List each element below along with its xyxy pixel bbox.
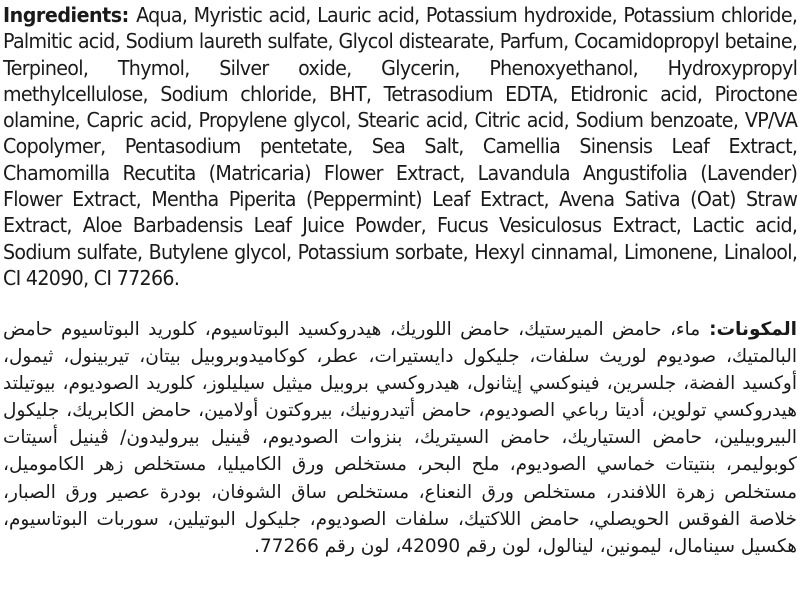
english-ingredients-heading: Ingredients: bbox=[3, 3, 137, 27]
english-ingredients bbox=[3, 2, 797, 291]
english-ingredients-text: Aqua, Myristic acid, Lauric acid, Potassium hydroxide, Potassium chloride, Palmitic acid, Sodium laureth sulfate, Glycol distearate, Parfum, Cocamidopropyl betaine, Terpineol, Thymol, Silver oxide, Glycerin, Phenoxyethanol, Hydroxypropyl methylcellulose, Sodium chloride, BHT, Tetrasodium EDTA, Etidronic acid, Piroctone olamine, Capric acid, Propylene glycol, Stearic acid, Citric acid, Sodium benzoate, VP/VA Copolymer, Pentasodium pentetate, Sea Salt, Camellia Sinensis Leaf Extract, Chamomilla Recutita (Matricaria) Flower Extract, Lavandula Angustifolia (Lavender) Flower Extract, Mentha Piperita (Peppermint) Leaf Extract, Avena Sativa (Oat) Straw Extract, Aloe Barbadensis Leaf Juice Powder, Fucus Vesiculosus Extract, Lactic acid, Sodium sulfate, Butylene glycol, Potassium sorbate, Hexyl cinnamal, Limonene, Linalool, CI 42090, CI 77266. bbox=[3, 3, 798, 290]
arabic-ingredients bbox=[3, 316, 797, 560]
arabic-ingredients-heading: المكونات: bbox=[700, 319, 797, 340]
arabic-ingredients-text: ماء، حامض الميرستيك، حامض اللوريك، هيدروكسيد البوتاسيوم، كلوريد البوتاسيوم حامض البالمتيك، صوديوم لوريث سلفات، جليكول دايستيرات، عطر، كوكاميدوبروبيل بيتان، تيربينول، ثيمول، أوكسيد الفضة، جلسرين، فينوكسي إيثانول، هيدروكسي بروبيل ميثيل سيليلوز، كلوريد الصوديوم، بيوتيلتد هيدروكسي تولوين، أديتا رباعي الصوديوم، حامض أتيدرونيك، بيروكتون أولامين، حامض الكابريك، جليكول البيروبيلين، حامض الستياريك، حامض السيتريك، بنزوات الصوديوم، ڤينيل بيروليدون/ ڤينيل أسيتات كوبوليمر، بنتيتات خماسي الصوديوم، ملح البحر، مستخلص ورق الكاميليا، مستخلص زهر الكاموميل، مستخلص زهرة اللافندر، مستخلص ورق النعناع، مستخلص ساق الشوفان، بودرة عصير ورق الصبار، خلاصة الفوقس الحويصلي، حامض اللاكتيك، سلفات الصوديوم، جليكول البوتيلين، سوربات البوتاسيوم، هكسيل سينامال، ليمونين، لينالول، لون رقم 42090، لون رقم 77266. bbox=[3, 319, 797, 557]
